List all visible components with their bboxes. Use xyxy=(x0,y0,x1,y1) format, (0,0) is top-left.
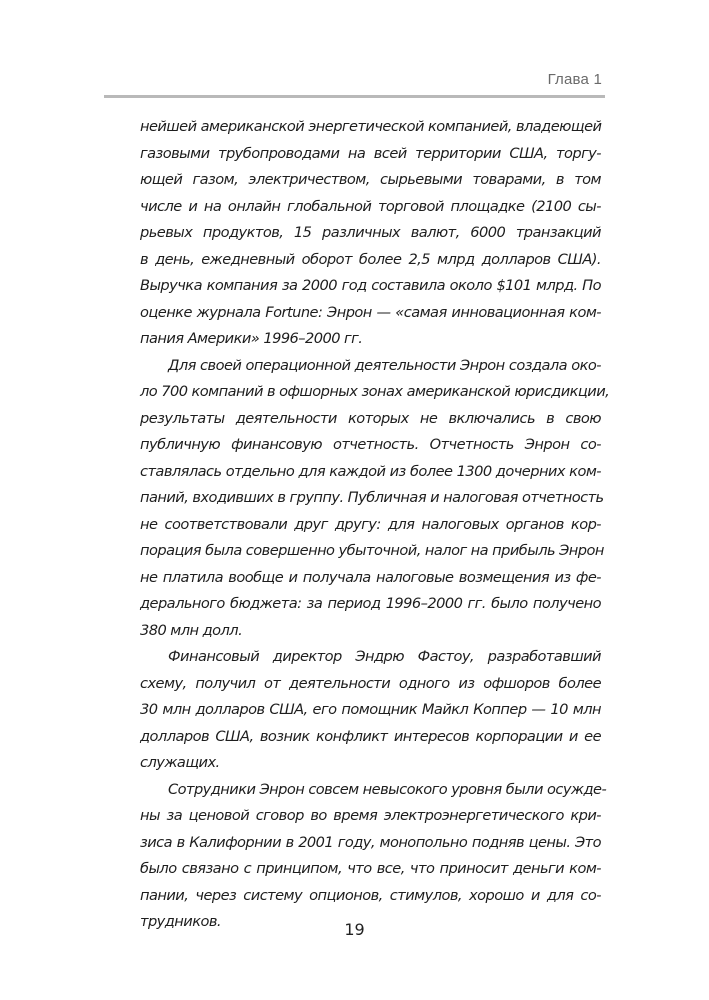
text-line: Финансовый директор Эндрю Фастоу, разработавший xyxy=(168,648,601,665)
text-line: числе и на онлайн глобальной торговой площадке (2100 сы- xyxy=(140,197,601,215)
text-line: не соответствовали друг другу: для налоговых органов кор- xyxy=(140,515,601,533)
body-text xyxy=(140,114,610,936)
text-line: Сотрудники Энрон совсем невысокого уровня были осужде- xyxy=(168,780,607,798)
paragraph-4 xyxy=(140,777,607,936)
text-line: ны за ценовой сговор во время электроэнергетического кри- xyxy=(140,807,601,824)
paragraph-2 xyxy=(140,353,610,645)
text-line: ющей газом, электричеством, сырьевыми товарами, в том xyxy=(140,171,601,188)
text-line: 380 млн долл. xyxy=(140,621,243,639)
text-line: публичную финансовую отчетность. Отчетность Энрон со- xyxy=(140,436,601,453)
text-line: в день, ежедневный оборот более 2,5 млрд долларов США). xyxy=(140,250,601,268)
text-line: было связано с принципом, что все, что приносит деньги ком- xyxy=(140,860,601,877)
text-line: пания Америки» 1996–2000 гг. xyxy=(140,330,363,347)
text-line: порация была совершенно убыточной, налог на прибыль Энрон xyxy=(140,542,604,559)
text-line: нейшей американской энергетической компанией, владеющей xyxy=(140,118,602,135)
running-head-chapter-title: Глава 1 xyxy=(547,71,602,88)
text-line: не платила вообще и получала налоговые возмещения из фе- xyxy=(140,568,601,586)
text-line: рьевых продуктов, 15 различных валют, 6000 транзакций xyxy=(140,224,601,241)
paragraph-3 xyxy=(140,644,601,777)
text-line: Выручка компания за 2000 год составила около $101 млрд. По xyxy=(140,277,601,294)
text-line: Для своей операционной деятельности Энрон создала око- xyxy=(168,356,601,374)
text-line: дерального бюджета: за период 1996–2000 гг. было получено xyxy=(140,595,601,612)
text-line: трудников. xyxy=(140,913,222,930)
text-line: зиса в Калифорнии в 2001 году, монопольно подняв цены. Это xyxy=(140,833,601,851)
text-line: долларов США, возник конфликт интересов корпорации и ее xyxy=(140,727,601,745)
text-line: паний, входивших в группу. Публичная и налоговая отчетность xyxy=(140,489,604,506)
text-line: схему, получил от деятельности одного из офшоров более xyxy=(140,674,601,692)
text-line: ло 700 компаний в офшорных зонах американской юрисдикции, xyxy=(140,383,610,400)
text-line: служащих. xyxy=(140,754,220,771)
text-line: ставлялась отдельно для каждой из более 1300 дочерних ком- xyxy=(140,462,601,480)
paragraph-1 xyxy=(140,114,601,353)
text-line: пании, через систему опционов, стимулов, хорошо и для со- xyxy=(140,886,601,904)
text-line: результаты деятельности которых не включались в свою xyxy=(140,409,601,427)
text-line: 30 млн долларов США, его помощник Майкл Коппер — 10 млн xyxy=(140,701,601,718)
page-number: 19 xyxy=(344,920,365,939)
text-line: газовыми трубопроводами на всей территории США, торгу- xyxy=(140,144,601,162)
text-line: оценке журнала Fortune: Энрон — «самая инновационная ком- xyxy=(140,303,601,321)
header-rule-divider xyxy=(104,95,605,98)
